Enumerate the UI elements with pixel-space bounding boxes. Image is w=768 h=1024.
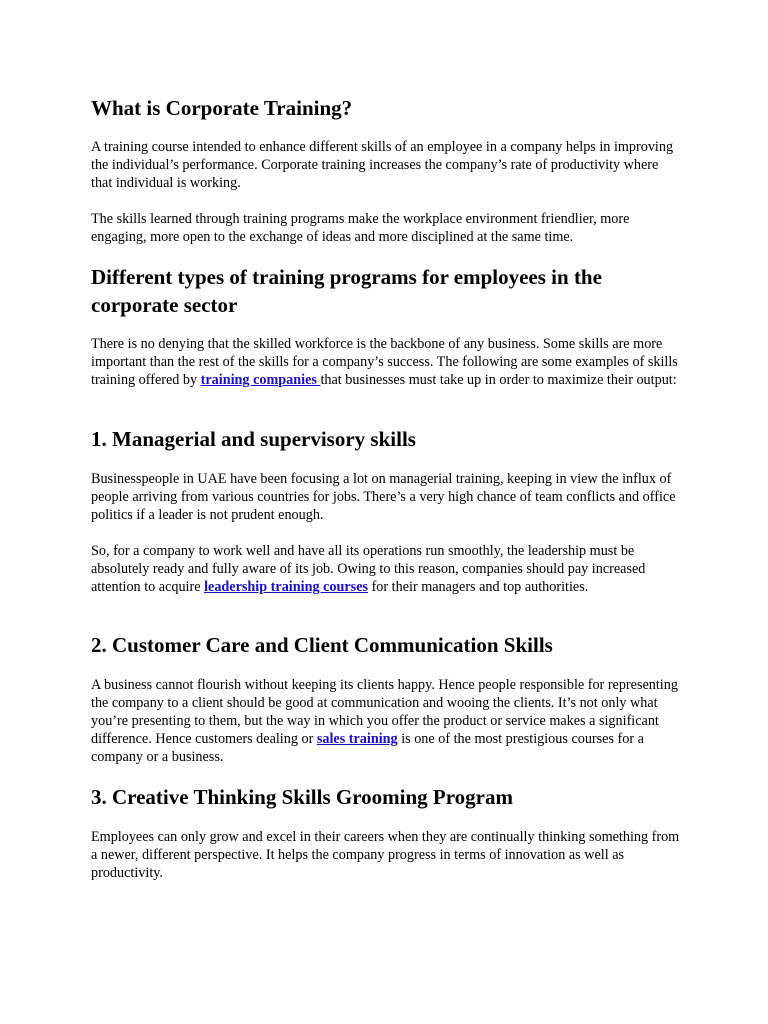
section-2-heading: 2. Customer Care and Client Communication Skills xyxy=(91,633,553,657)
types-heading: Different types of training programs for employees in the corporate sector xyxy=(91,265,602,317)
training-companies-link[interactable]: training companies xyxy=(200,372,321,388)
intro-paragraph-1: A training course intended to enhance different skills of an employee in a company helps in improving the individual’s performance. Corporate training increases the company’s rate of productivity where that individual is working. xyxy=(91,139,674,191)
section-3-paragraph: Employees can only grow and excel in their careers when they are continually thinking something from a newer, different perspective. It helps the company progress in terms of innovation as well as productivity. xyxy=(91,829,680,881)
section-1-paragraph-2-text-1: So, for a company to work well and have all its operations run smoothly, the leadership must be absolutely ready and fully aware of its job. Owing to this reason, companies should pay increased attention to acquire xyxy=(91,543,646,595)
intro-paragraph-2: The skills learned through training programs make the workplace environment friendlier, more engaging, more open to the exchange of ideas and more disciplined at the same time. xyxy=(91,211,630,245)
section-2-paragraph xyxy=(91,676,681,766)
section-1-heading: 1. Managerial and supervisory skills xyxy=(91,427,416,451)
section-1-paragraph-2-text-2: for their managers and top authorities. xyxy=(368,579,589,595)
types-paragraph-text-2: that businesses must take up in order to maximize their output: xyxy=(320,372,677,388)
section-2-paragraph-text-1: A business cannot flourish without keeping its clients happy. Hence people responsible for representing the company to a client should be good at communication and wooing the clients. It’s not only what you’re presenting to them, but the way in which you offer the product or service makes a significant difference. Hence customers dealing or xyxy=(91,677,678,747)
types-paragraph-text-1: There is no denying that the skilled workforce is the backbone of any business. Some skills are more important than the rest of the skills for a company’s success. The following are some examples of skills training offered by xyxy=(91,336,678,388)
section-1-paragraph-2 xyxy=(91,542,681,596)
leadership-training-courses-link[interactable]: leadership training courses xyxy=(204,579,369,595)
section-3-heading: 3. Creative Thinking Skills Grooming Program xyxy=(91,785,513,809)
page-title: What is Corporate Training? xyxy=(91,96,353,120)
section-2-paragraph-text-2: is one of the most prestigious courses for a company or a business. xyxy=(91,731,644,765)
sales-training-link[interactable]: sales training xyxy=(316,731,398,747)
types-paragraph xyxy=(91,335,681,389)
section-1-paragraph-1: Businesspeople in UAE have been focusing a lot on managerial training, keeping in view the influx of people arriving from various countries for jobs. There’s a very high chance of team conflicts and office politics if a leader is not prudent enough. xyxy=(91,471,676,523)
